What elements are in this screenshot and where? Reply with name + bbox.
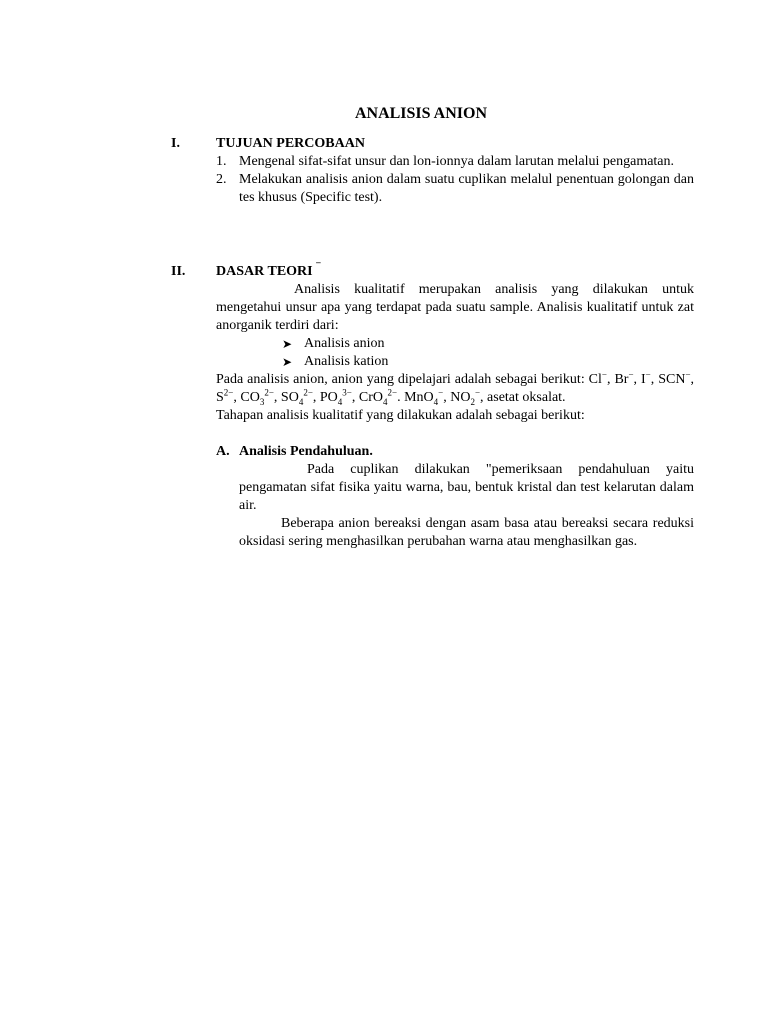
charge: − xyxy=(645,369,651,380)
section-2-heading-wrap xyxy=(216,263,321,281)
section-2-number: II. xyxy=(171,264,186,279)
ion-text: , CrO xyxy=(351,390,383,405)
section-2-heading-mark: ¯ xyxy=(316,261,321,272)
subscript: 4 xyxy=(298,396,304,407)
list-item-number: 1. xyxy=(216,154,227,169)
anion-paragraph xyxy=(216,371,694,407)
ion-text: , PO xyxy=(312,390,338,405)
list-item xyxy=(216,335,694,353)
subsection-a-paragraph-2: Beberapa anion bereaksi dengan asam basa atau bereaksi secara reduksi oksidasi sering menghasilkan perubahan warna atau menghasilkan gas. xyxy=(239,516,694,549)
ion-text: , S xyxy=(216,372,695,405)
charge: − xyxy=(628,369,634,380)
ion-text: , I xyxy=(633,372,646,387)
charge: − xyxy=(685,369,691,380)
subscript: 4 xyxy=(433,396,439,407)
ion-text: , CO xyxy=(233,390,260,405)
list-item xyxy=(216,171,694,207)
list-item xyxy=(216,353,694,371)
ion-text: , NO xyxy=(443,390,471,405)
section-1-heading: TUJUAN PERCOBAAN xyxy=(216,136,365,151)
charge: 2− xyxy=(264,387,274,398)
subscript: 4 xyxy=(337,396,343,407)
list-item-text: Melakukan analisis anion dalam suatu cuplikan melalul penentuan golongan dan tes khusus (Specific test). xyxy=(239,172,694,205)
charge: 2− xyxy=(223,387,234,398)
anion-intro: Pada analisis anion, anion yang dipelajari adalah sebagai berikut: Cl xyxy=(216,372,602,387)
stages-intro: Tahapan analisis kualitatif yang dilakukan adalah sebagai berikut: xyxy=(216,408,585,423)
charge: 2− xyxy=(387,387,398,398)
subsection-a-body xyxy=(216,461,694,551)
ion-text: , Br xyxy=(606,372,629,387)
ion-text: , asetat oksalat. xyxy=(480,390,566,405)
ion-text: . MnO xyxy=(397,390,434,405)
charge: 2− xyxy=(303,387,313,398)
document-title: ANALISIS ANION xyxy=(354,105,488,122)
subsection-a-heading: Analisis Pendahuluan. xyxy=(239,444,373,459)
list-item xyxy=(216,153,694,171)
charge: 3− xyxy=(342,387,352,398)
theory-paragraph: Analisis kualitatif merupakan analisis yang dilakukan untuk mengetahui unsur apa yang terdapat pada suatu sample. Analisis kualitatif untuk zat anorganik terdiri dari: xyxy=(216,282,694,333)
arrowhead-bullet-icon: ➤ xyxy=(282,355,293,369)
subscript: 3 xyxy=(259,396,265,407)
arrowhead-bullet-icon: ➤ xyxy=(282,337,293,351)
charge: − xyxy=(601,369,607,380)
ion-text: , SCN xyxy=(650,372,686,387)
ion-text: , SO xyxy=(273,390,299,405)
section-2-body xyxy=(216,281,694,425)
subsection-a-paragraph-1: Pada cuplikan dilakukan "pemeriksaan pendahuluan yaitu pengamatan sifat fisika yaitu warna, bau, bentuk kristal dan test kelarutan dalam air. xyxy=(239,462,694,513)
list-item-text: Mengenal sifat-sifat unsur dan lon-ionnya dalam larutan melalui pengamatan. xyxy=(239,154,675,169)
subscript: 4 xyxy=(383,396,388,407)
section-1-number: I. xyxy=(171,136,180,151)
charge: − xyxy=(438,387,444,398)
list-item-number: 2. xyxy=(216,172,227,187)
section-1-list xyxy=(216,153,694,207)
section-2-heading: DASAR TEORI xyxy=(216,264,313,279)
bullet-text: Analisis kation xyxy=(304,354,389,369)
subsection-a xyxy=(216,443,694,551)
subsection-a-letter: A. xyxy=(216,444,230,459)
bullet-text: Analisis anion xyxy=(304,336,385,351)
subsection-a-heading-wrap xyxy=(216,443,694,461)
charge: − xyxy=(474,387,481,398)
subscript: 2 xyxy=(470,396,475,407)
